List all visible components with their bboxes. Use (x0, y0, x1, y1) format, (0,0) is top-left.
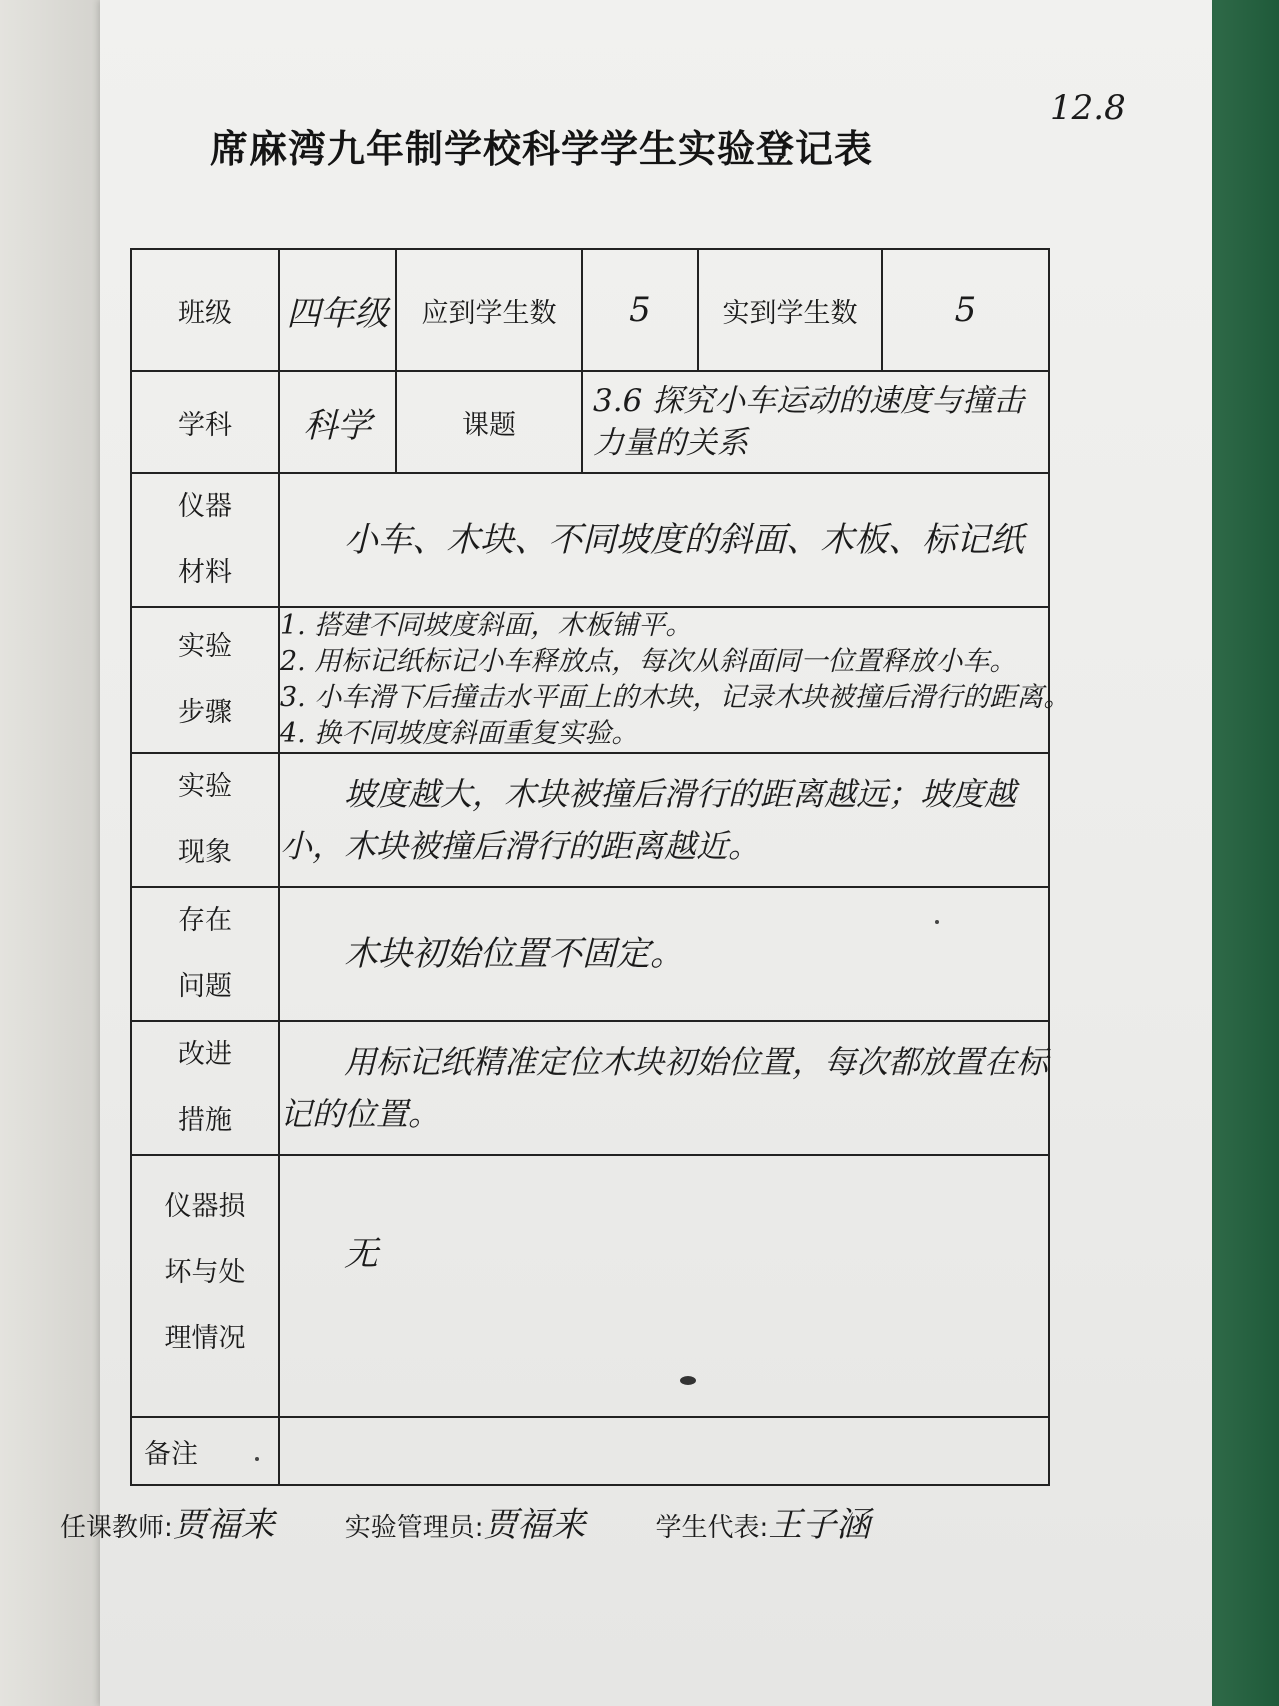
problems-label-line1: 存在 (178, 905, 232, 936)
improvements-label-cell (131, 1021, 279, 1155)
phenomena-text: 坡度越大，木块被撞后滑行的距离越远；坡度越小，木块被撞后滑行的距离越近。 (279, 753, 1049, 887)
remarks-text (279, 1417, 1049, 1485)
step-item: 2. 用标记纸标记小车释放点，每次从斜面同一位置释放小车。 (280, 646, 1017, 677)
registration-table (130, 248, 1071, 1486)
row-damage (131, 1155, 1049, 1417)
ink-smudge (680, 1376, 696, 1385)
phenomena-label-line2: 现象 (178, 837, 232, 868)
step-item: 3. 小车滑下后撞击水平面上的木块，记录木块被撞后滑行的距离。 (280, 682, 1071, 713)
step-item: 4. 换不同坡度斜面重复实验。 (280, 718, 639, 749)
subject-label: 学科 (131, 371, 279, 473)
phenomena-label-cell (131, 753, 279, 887)
damage-label-line1: 仪器损 (164, 1191, 246, 1222)
student-rep-label: 学生代表: (655, 1513, 769, 1543)
damage-text: 无 (279, 1155, 1049, 1417)
form-sheet (100, 0, 1212, 1706)
improvements-label-line2: 措施 (178, 1105, 232, 1136)
materials-label-cell (131, 473, 279, 607)
row-steps (131, 607, 1049, 753)
expected-students-label: 应到学生数 (396, 249, 582, 371)
materials-label-line2: 材料 (178, 557, 232, 588)
class-label: 班级 (131, 249, 279, 371)
problems-label-cell (131, 887, 279, 1021)
student-rep-signature: 王子涵 (768, 1505, 871, 1545)
damage-label-line3: 理情况 (164, 1323, 246, 1354)
improvements-label-line1: 改进 (178, 1039, 232, 1070)
actual-students-value: 5 (882, 249, 1049, 371)
step-item: 1. 搭建不同坡度斜面，木板铺平。 (280, 610, 693, 641)
improvements-text: 用标记纸精准定位木块初始位置，每次都放置在标记的位置。 (279, 1021, 1049, 1155)
topic-label: 课题 (396, 371, 582, 473)
ink-dot (255, 1457, 259, 1461)
damage-label-cell (131, 1155, 279, 1417)
row-materials (131, 473, 1049, 607)
row-problems (131, 887, 1049, 1021)
damage-label-line2: 坏与处 (164, 1257, 246, 1288)
subject-value: 科学 (279, 371, 396, 473)
row-improvements (131, 1021, 1049, 1155)
remarks-label: 备注 (131, 1417, 279, 1485)
class-value: 四年级 (279, 249, 396, 371)
ink-dot (935, 920, 939, 924)
teacher-signature: 贾福来 (172, 1505, 275, 1545)
problems-text: 木块初始位置不固定。 (279, 887, 1049, 1021)
steps-label-line2: 步骤 (178, 697, 232, 728)
page-title: 席麻湾九年制学校科学学生实验登记表 (210, 126, 874, 171)
problems-label-line2: 问题 (178, 971, 232, 1002)
phenomena-label-line1: 实验 (178, 771, 232, 802)
expected-students-value: 5 (582, 249, 698, 371)
row-subject (131, 371, 1049, 473)
lab-admin-signature: 贾福来 (483, 1505, 586, 1545)
lab-admin-label: 实验管理员: (344, 1513, 484, 1543)
actual-students-label: 实到学生数 (698, 249, 882, 371)
steps-label-line1: 实验 (178, 631, 232, 662)
materials-label-line1: 仪器 (178, 491, 232, 522)
desk-right-background (1210, 0, 1279, 1706)
corner-date: 12.8 (1050, 88, 1126, 128)
signature-line (60, 1497, 1060, 1546)
row-phenomena (131, 753, 1049, 887)
materials-text: 小车、木块、不同坡度的斜面、木板、标记纸 (279, 473, 1049, 607)
steps-list (279, 607, 1071, 753)
row-remarks (131, 1417, 1049, 1485)
topic-value: 3.6 探究小车运动的速度与撞击力量的关系 (582, 371, 1049, 473)
desk-left-background (0, 0, 100, 1706)
row-class (131, 249, 1049, 371)
steps-label-cell (131, 607, 279, 753)
teacher-label: 任课教师: (60, 1513, 173, 1543)
